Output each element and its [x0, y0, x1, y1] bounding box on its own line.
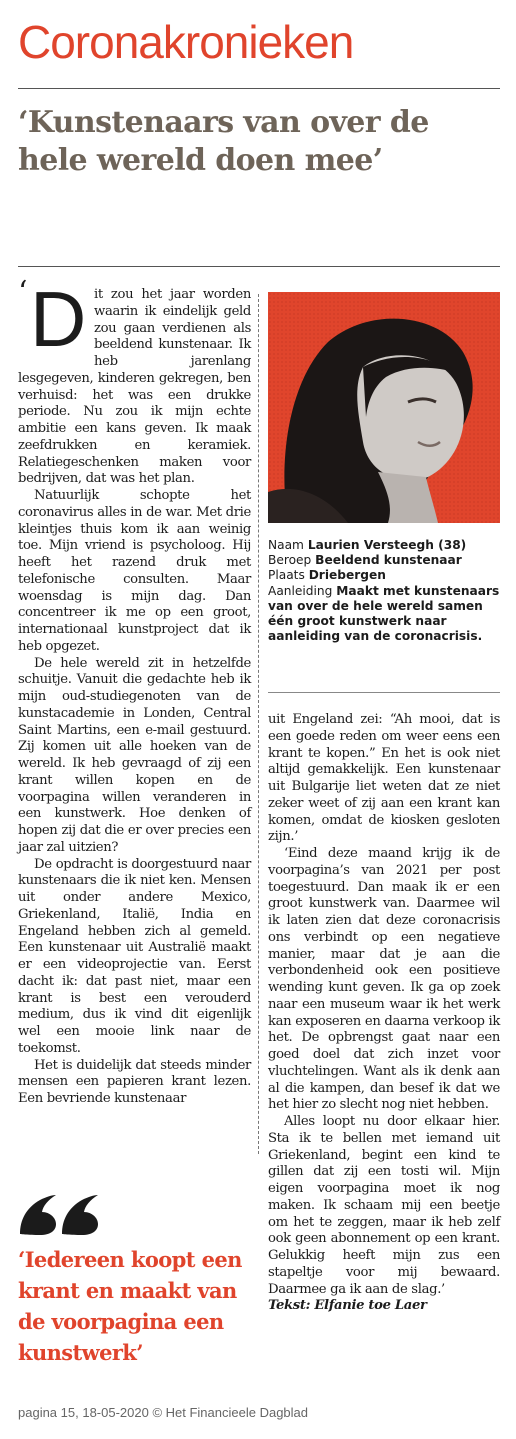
- profile-plaats: [268, 568, 500, 583]
- profile-box: [268, 538, 500, 644]
- profile-plaats-label: Plaats: [268, 568, 305, 583]
- article-paragraph: ‘Eind deze maand krijg ik de voorpagina’s van 2021 per post toegestuurd. Dan maak ik er een groot kunstwerk van. Daarmee wil ik laten zien dat deze coronacrisis ons verbindt op een negatieve manier, maar dat je aan die verbondenheid ook een positieve wending kunt geven. Ik ga op zoek naar een museum waar ik het werk kan exposeren en daarna verkoop ik het. De opbrengst gaat naar een goed doel dat zich inzet voor vluchtelingen. Want als ik denk aan al die kampen, dan besef ik dat we het hier zo slecht nog niet hebben.: [268, 846, 500, 1113]
- article-paragraph: Het is duidelijk dat steeds minder mensen een papieren krant lezen. Een bevriende kunstenaar: [18, 1057, 251, 1106]
- top-rule: [18, 88, 500, 89]
- page-footer: pagina 15, 18-05-2020 © Het Financieele Dagblad: [18, 1405, 308, 1420]
- profile-beroep-label: Beroep: [268, 553, 312, 568]
- headline-rule: [18, 266, 500, 267]
- profile-naam: [268, 538, 500, 553]
- profile-aanleiding: [268, 584, 500, 645]
- article-paragraph: De hele wereld zit in hetzelfde schuitje. Vanuit die gedachte heb ik mijn oud-studiegenoten van de kunstacademie in Londen, Central Saint Martins, een e-mail gestuurd. Zij komen uit alle hoeken van de wereld. Ik heb gevraagd of zij een krant willen kopen en de voorpagina willen veranderen in een kunstwerk. Hoe denken of hopen zij dat die er over precies een jaar zal uitzien?: [18, 655, 251, 855]
- article-paragraph: [18, 275, 251, 488]
- byline: Tekst: Elfanie toe Laer: [268, 1298, 427, 1314]
- dropcap: [18, 275, 94, 363]
- headline: ‘Kunstenaars van over de hele wereld doen mee’: [18, 105, 429, 178]
- column-divider: [258, 294, 259, 1154]
- profile-naam-label: Naam: [268, 538, 304, 552]
- section-kicker: Coronakronieken: [18, 16, 354, 68]
- dropcap-letter: D: [30, 275, 86, 363]
- profile-naam-value: Laurien Versteegh (38): [307, 538, 467, 552]
- portrait-illustration: [268, 292, 500, 523]
- article-column-right: [268, 712, 500, 1315]
- paragraph-text: it zou het jaar worden waarin ik eindelijk geld zou gaan verdienen als beeldend kunstenaar. Ik heb jarenlang lesgegeven, kinderen gekregen, ben verhuisd: het was een drukke periode. Nu zou ik mijn echte ambitie een kans geven. Ik maak zeefdrukken en keramiek. Relatiegeschenken maken voor bedrijven, dat was het plan.: [18, 287, 251, 487]
- pull-quote: ‘Iedereen koopt een krant en maakt van de voorpagina een kunstwerk’: [18, 1247, 242, 1365]
- article-paragraph: [268, 1114, 500, 1315]
- article-paragraph: uit Engeland zei: “Ah mooi, dat is een goede reden om weer eens een krant te kopen.” En het is ook niet altijd gemakkelijk. Een kunstenaar uit Bulgarije liet weten dat ze niet zeker weet of zij aan een krant kan komen, omdat de kiosken gesloten zijn.’: [268, 712, 500, 845]
- article-column-left: [18, 275, 251, 1108]
- profile-aanleiding-label: Aanleiding: [268, 583, 333, 598]
- portrait-photo: [268, 292, 500, 523]
- profile-plaats-value: Driebergen: [308, 568, 386, 583]
- quote-mark-icon: [18, 1190, 100, 1236]
- profile-beroep-value: Beeldend kunstenaar: [315, 553, 462, 568]
- profile-aanleiding-value: Maakt met kunstenaars van over de hele wereld samen één groot kunstwerk naar aanleiding van de coronacrisis.: [268, 583, 500, 644]
- profile-beroep: [268, 553, 500, 568]
- opening-quote: ‘: [18, 275, 28, 310]
- article-paragraph: Natuurlijk schopte het coronavirus alles in de war. Met drie kleintjes thuis kom ik aan weinig toe. Mijn vriend is psycholoog. Hij heeft het razend druk met telefonische consulten. Maar woensdag is mijn dag. Dan concentreer ik me op een groot, internationaal kunstproject dat ik heb opgezet.: [18, 488, 251, 654]
- profile-rule: [268, 692, 500, 693]
- article-paragraph: De opdracht is doorgestuurd naar kunstenaars die ik niet ken. Mensen uit onder andere Mexico, Griekenland, Italië, India en Engeland hebben zich al gemeld. Een kunstenaar uit Australië maakt er een videoprojectie van. Eerst dacht ik: dat past niet, maar een krant is best een verouderd medium, dus ik vind dit eigenlijk wel een mooie link naar de toekomst.: [18, 856, 251, 1056]
- paragraph-text: Alles loopt nu door elkaar hier. Sta ik te bellen met iemand uit Griekenland, begint een kind te gillen dat zij een tosti wil. Mijn eigen voorpagina moet ik nog maken. Ik schaam mij een beetje om het te zeggen, maar ik heb zelf ook geen abonnement op een krant. Gelukkig heeft mijn zus een stapeltje voor mij bewaard. Daarmee ga ik aan de slag.’: [268, 1114, 500, 1297]
